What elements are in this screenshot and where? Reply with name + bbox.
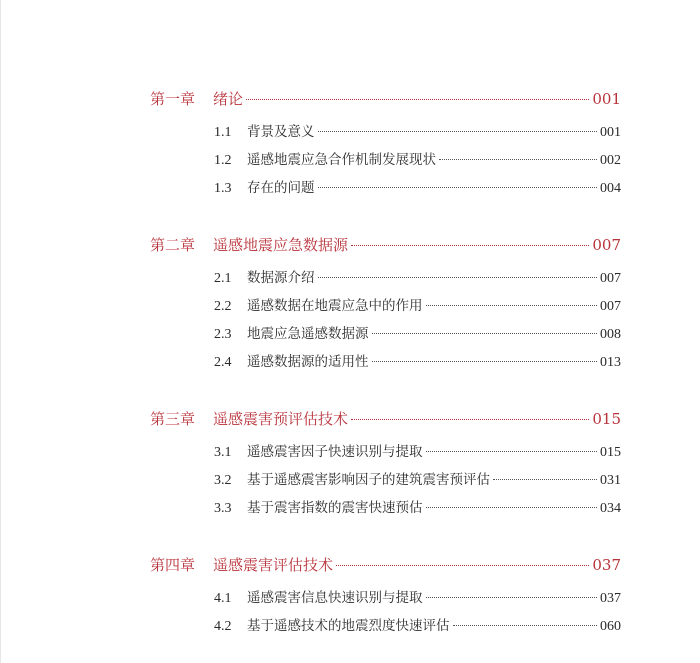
section-title: 背景及意义 — [247, 124, 315, 140]
section-page-number: 015 — [600, 445, 621, 460]
toc-section-entry[interactable] — [150, 266, 621, 294]
toc-chapter-group-2 — [150, 234, 621, 378]
toc-chapter-group-4 — [150, 554, 621, 642]
section-number: 2.3 — [214, 327, 232, 342]
section-number: 3.1 — [214, 445, 232, 460]
section-page-number: 007 — [600, 271, 621, 286]
toc-chapter-group-3 — [150, 408, 621, 524]
section-page-number: 001 — [600, 125, 621, 140]
chapter-page-number: 007 — [592, 236, 621, 254]
dot-leader — [372, 333, 598, 334]
toc-section-entry[interactable] — [150, 176, 621, 204]
chapter-page-number: 015 — [592, 410, 621, 428]
toc-section-entry[interactable] — [150, 120, 621, 148]
toc-chapter-entry[interactable] — [150, 88, 621, 116]
section-page-number: 034 — [600, 501, 621, 516]
section-title: 遥感震害信息快速识别与提取 — [247, 590, 423, 606]
toc-section-entry[interactable] — [150, 614, 621, 642]
section-title: 基于遥感技术的地震烈度快速评估 — [247, 618, 450, 634]
section-title: 遥感数据在地震应急中的作用 — [247, 298, 423, 314]
section-number: 1.1 — [214, 125, 232, 140]
section-title: 存在的问题 — [247, 180, 315, 196]
dot-leader — [351, 245, 589, 246]
chapter-number: 第四章 — [150, 556, 196, 574]
dot-leader — [453, 625, 598, 626]
section-page-number: 037 — [600, 591, 621, 606]
section-page-number: 060 — [600, 619, 621, 634]
section-page-number: 013 — [600, 355, 621, 370]
chapter-page-number: 001 — [592, 90, 621, 108]
toc-chapter-group-1 — [150, 88, 621, 204]
dot-leader — [351, 419, 589, 420]
toc-section-entry[interactable] — [150, 468, 621, 496]
chapter-title: 遥感震害预评估技术 — [213, 410, 349, 428]
section-number: 2.1 — [214, 271, 232, 286]
dot-leader — [493, 479, 597, 480]
section-title: 数据源介绍 — [247, 270, 315, 286]
section-page-number: 004 — [600, 181, 621, 196]
section-number: 3.3 — [214, 501, 232, 516]
dot-leader — [318, 131, 598, 132]
section-number: 4.2 — [214, 619, 232, 634]
section-title: 基于遥感震害影响因子的建筑震害预评估 — [247, 472, 490, 488]
section-page-number: 002 — [600, 153, 621, 168]
chapter-number: 第二章 — [150, 236, 196, 254]
dot-leader — [426, 597, 598, 598]
table-of-contents — [150, 88, 621, 663]
dot-leader — [372, 361, 598, 362]
toc-section-entry[interactable] — [150, 148, 621, 176]
chapter-number: 第三章 — [150, 410, 196, 428]
toc-chapter-entry[interactable] — [150, 408, 621, 436]
section-title: 地震应急遥感数据源 — [247, 326, 369, 342]
dot-leader — [318, 187, 598, 188]
toc-section-entry[interactable] — [150, 440, 621, 468]
section-title: 基于震害指数的震害快速预估 — [247, 500, 423, 516]
section-number: 1.2 — [214, 153, 232, 168]
toc-chapter-entry[interactable] — [150, 234, 621, 262]
section-page-number: 007 — [600, 299, 621, 314]
section-number: 2.2 — [214, 299, 232, 314]
toc-section-entry[interactable] — [150, 496, 621, 524]
dot-leader — [426, 507, 598, 508]
section-title: 遥感数据源的适用性 — [247, 354, 369, 370]
section-number: 1.3 — [214, 181, 232, 196]
dot-leader — [426, 451, 598, 452]
chapter-title: 绪论 — [213, 90, 244, 108]
toc-chapter-entry[interactable] — [150, 554, 621, 582]
toc-section-entry[interactable] — [150, 294, 621, 322]
section-number: 2.4 — [214, 355, 232, 370]
dot-leader — [439, 159, 597, 160]
toc-section-entry[interactable] — [150, 586, 621, 614]
section-title: 遥感震害因子快速识别与提取 — [247, 444, 423, 460]
chapter-title: 遥感地震应急数据源 — [213, 236, 349, 254]
section-number: 3.2 — [214, 473, 232, 488]
section-page-number: 008 — [600, 327, 621, 342]
toc-section-entry[interactable] — [150, 350, 621, 378]
chapter-number: 第一章 — [150, 90, 196, 108]
section-title: 遥感地震应急合作机制发展现状 — [247, 152, 436, 168]
toc-section-entry[interactable] — [150, 322, 621, 350]
section-number: 4.1 — [214, 591, 232, 606]
dot-leader — [336, 565, 589, 566]
chapter-page-number: 037 — [592, 556, 621, 574]
dot-leader — [426, 305, 598, 306]
chapter-title: 遥感震害评估技术 — [213, 556, 334, 574]
dot-leader — [246, 99, 589, 100]
section-page-number: 031 — [600, 473, 621, 488]
dot-leader — [318, 277, 598, 278]
